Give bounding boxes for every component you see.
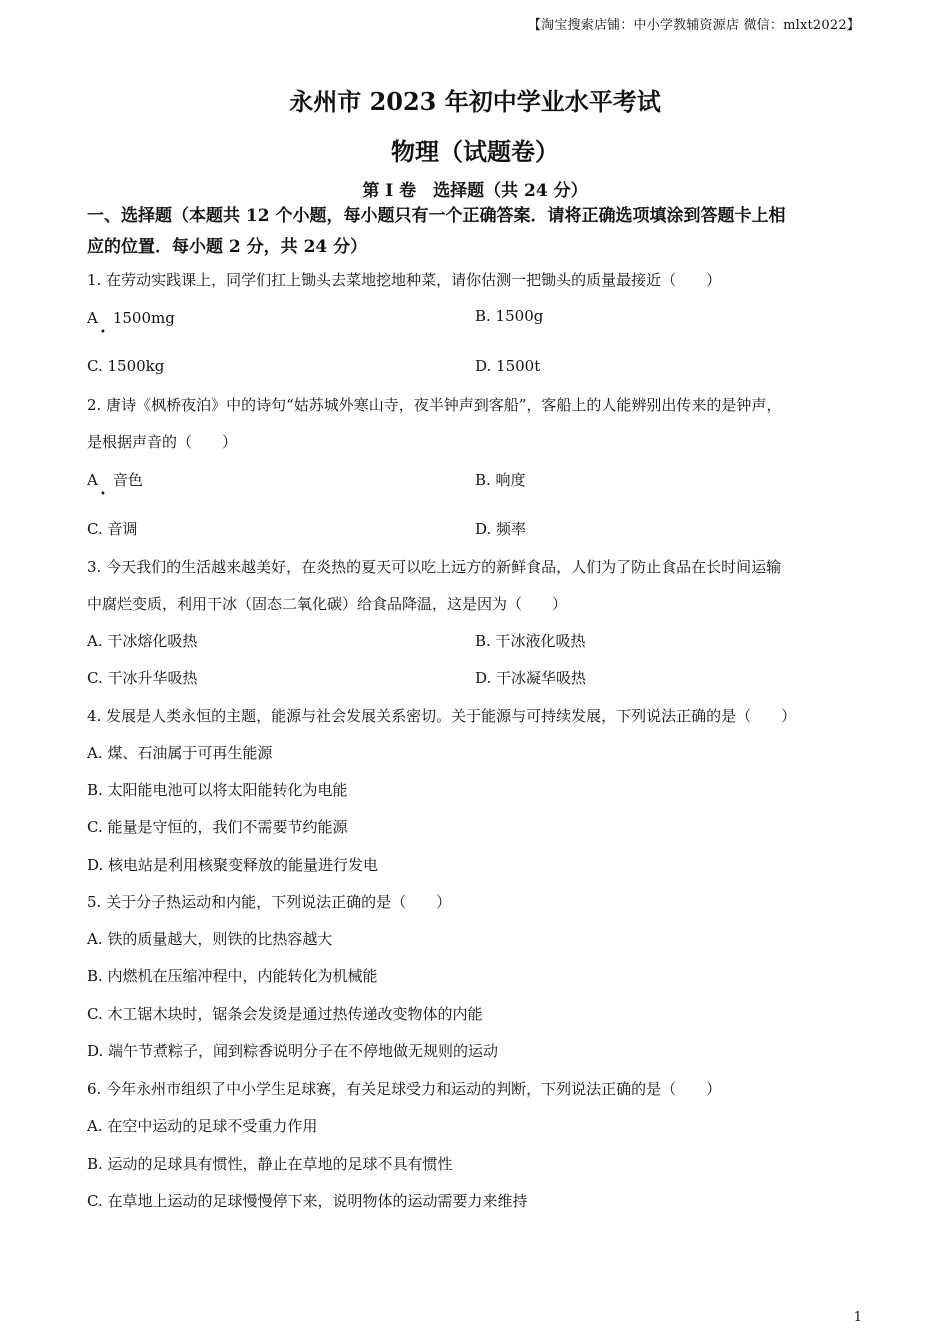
- question-3-option-b: B. 干冰液化吸热: [475, 632, 586, 650]
- question-3-option-c: C. 干冰升华吸热: [87, 669, 198, 687]
- part-title: 第 I 卷 选择题（共 24 分）: [362, 181, 588, 201]
- question-1-option-c: C. 1500kg: [87, 357, 165, 375]
- question-6-option-a: A. 在空中运动的足球不受重力作用: [87, 1117, 318, 1135]
- page-number: 1: [853, 1310, 862, 1325]
- question-1-option-a: [87, 307, 175, 338]
- question-4-stem: 4. 发展是人类永恒的主题，能源与社会发展关系密切。关于能源与可持续发展，下列说法正确的是（ ）: [87, 707, 797, 725]
- question-5-option-b: B. 内燃机在压缩冲程中，内能转化为机械能: [87, 967, 378, 985]
- page-header: 【淘宝搜索店铺：中小学教辅资源店 微信：mlxt2022】: [527, 18, 860, 33]
- dot-mark: •: [100, 327, 106, 338]
- question-3-stem-line1: 3. 今天我们的生活越来越美好，在炎热的夏天可以吃上远方的新鲜食品，人们为了防止食品在长时间运输: [87, 558, 782, 576]
- dot-mark: •: [100, 489, 106, 500]
- question-5-stem: 5. 关于分子热运动和内能，下列说法正确的是（ ）: [87, 893, 452, 911]
- question-5-option-c: C. 木工锯木块时，锯条会发烫是通过热传递改变物体的内能: [87, 1005, 483, 1023]
- question-3-option-a: A. 干冰熔化吸热: [87, 632, 198, 650]
- section-heading-line: 一、选择题（本题共 12 个小题，每小题只有一个正确答案．请将正确选项填涂到答题卡上相: [87, 206, 786, 226]
- question-4-option-d: D. 核电站是利用核聚变释放的能量进行发电: [87, 856, 379, 874]
- question-3-option-d: D. 干冰凝华吸热: [475, 669, 587, 687]
- exam-title: 永州市 2023 年初中学业水平考试: [289, 87, 661, 116]
- option-text: A 音色: [87, 471, 143, 489]
- question-3-stem-line2: 中腐烂变质，利用干冰（固态二氧化碳）给食品降温，这是因为（ ）: [87, 595, 568, 613]
- question-5-option-d: D. 端午节煮粽子，闻到粽香说明分子在不停地做无规则的运动: [87, 1042, 499, 1060]
- question-2-option-a: [87, 469, 143, 500]
- section-heading-line: 应的位置．每小题 2 分，共 24 分）: [87, 237, 368, 257]
- question-2-stem-line1: 2. 唐诗《枫桥夜泊》中的诗句“姑苏城外寒山寺，夜半钟声到客船”，客船上的人能辨别出传来的是钟声，: [87, 396, 782, 414]
- question-6-option-c: C. 在草地上运动的足球慢慢停下来，说明物体的运动需要力来维持: [87, 1192, 528, 1210]
- question-4-option-b: B. 太阳能电池可以将太阳能转化为电能: [87, 781, 348, 799]
- question-1-option-d: D. 1500t: [475, 357, 541, 375]
- question-2-option-c: C. 音调: [87, 520, 138, 538]
- option-text: A 1500mg: [87, 309, 175, 327]
- question-1-stem: 1. 在劳动实践课上，同学们扛上锄头去菜地挖地种菜，请你估测一把锄头的质量最接近（ ）: [87, 271, 722, 289]
- question-4-option-a: A. 煤、石油属于可再生能源: [87, 744, 273, 762]
- question-5-option-a: A. 铁的质量越大，则铁的比热容越大: [87, 930, 333, 948]
- question-1-option-b: B. 1500g: [475, 307, 544, 325]
- question-4-option-c: C. 能量是守恒的，我们不需要节约能源: [87, 818, 348, 836]
- question-6-stem: 6. 今年永州市组织了中小学生足球赛，有关足球受力和运动的判断，下列说法正确的是（ ）: [87, 1080, 722, 1098]
- question-2-stem-line2: 是根据声音的（ ）: [87, 433, 238, 451]
- question-2-option-b: B. 响度: [475, 471, 526, 489]
- section-heading: [87, 201, 877, 263]
- question-6-option-b: B. 运动的足球具有惯性，静止在草地的足球不具有惯性: [87, 1155, 453, 1173]
- exam-subtitle: 物理（试题卷）: [391, 137, 559, 166]
- question-2-option-d: D. 频率: [475, 520, 527, 538]
